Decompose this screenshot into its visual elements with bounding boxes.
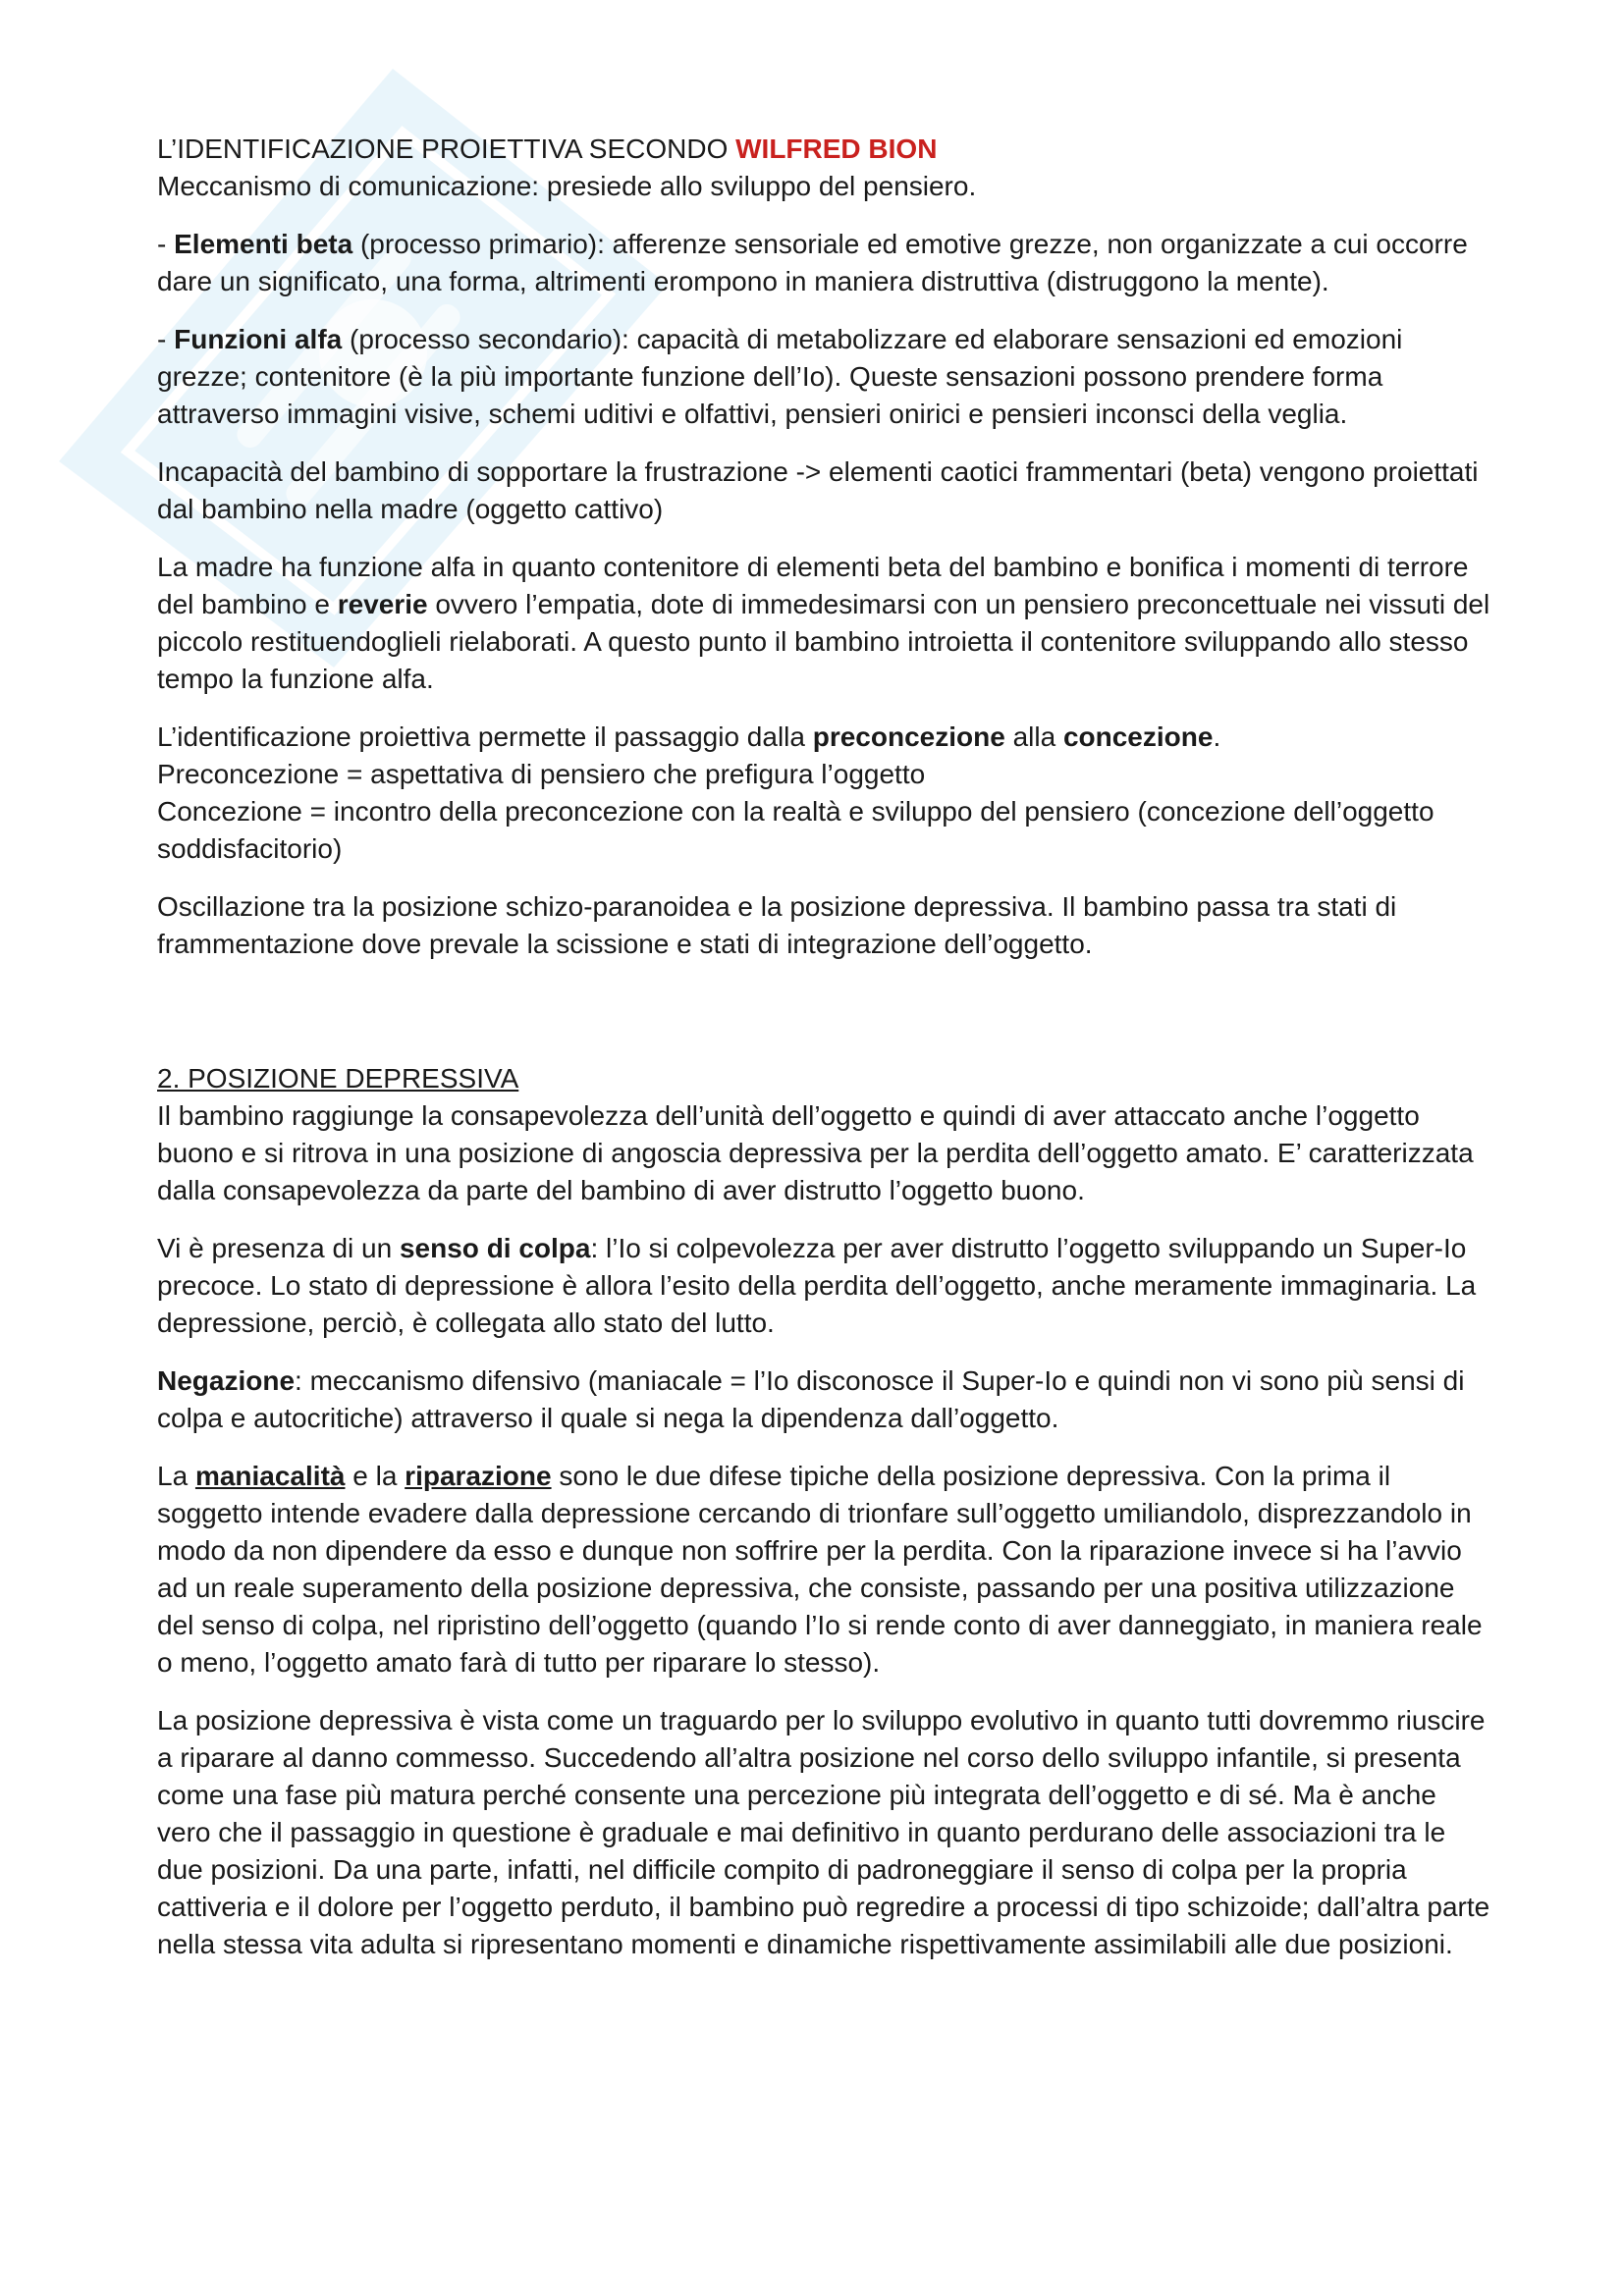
paragraph-madre: La madre ha funzione alfa in quanto contenitore di elementi beta del bambino e bonifica i momenti di terrore del bambino e reverie ovvero l’empatia, dote di immedesimarsi con un pensiero preconcettuale nei vissuti del piccolo restituendoglieli rielaborati. A questo punto il bambino introietta il contenitore sviluppando allo stesso tempo la funzione alfa.: [157, 552, 1490, 694]
paragraph-funzioni-alfa: - Funzioni alfa (processo secondario): capacità di metabolizzare ed elaborare sensazioni ed emozioni grezze; contenitore (è la più importante funzione dell’Io). Queste sensazioni possono prendere forma attraverso immagini visive, schemi uditivi e olfattivi, pensieri onirici e pensieri inconsci della veglia.: [157, 324, 1403, 429]
section-spacer: [157, 984, 1492, 1060]
paragraph-preconcezione: L’identificazione proiettiva permette il passaggio dalla preconcezione alla concezione. Preconcezione = aspettativa di pensiero che prefigura l’oggetto Concezione = incontro della preconcezione con la realtà e sviluppo del pensiero (concezione dell’oggetto soddisfacitorio): [157, 721, 1434, 864]
term-maniacalita: maniacalità: [194, 1461, 346, 1491]
section1-title: L’IDENTIFICAZIONE PROIETTIVA SECONDO WILFRED BION: [157, 133, 938, 164]
term-senso-di-colpa: senso di colpa: [399, 1233, 591, 1263]
term-elementi-beta: Elementi beta: [174, 229, 353, 259]
document-body: [157, 131, 1492, 1984]
author-name: WILFRED BION: [735, 133, 938, 164]
paragraph-elementi-beta: - Elementi beta (processo primario): afferenze sensoriale ed emotive grezze, non organizzate a cui occorre dare un significato, una forma, altrimenti erompono in maniera distruttiva (distruggono la mente).: [157, 229, 1468, 296]
paragraph-consapevolezza: Il bambino raggiunge la consapevolezza dell’unità dell’oggetto e quindi di aver attaccato anche l’oggetto buono e si ritrova in una posizione di angoscia depressiva per la perdita dell’oggetto amato. E’ caratterizzata dalla consapevolezza da parte del bambino di aver distrutto l’oggetto buono.: [157, 1100, 1474, 1205]
paragraph-traguardo: La posizione depressiva è vista come un traguardo per lo sviluppo evolutivo in quanto tutti dovremmo riuscire a riparare al danno commesso. Succedendo all’altra posizione nel corso dello sviluppo infantile, si presenta come una fase più matura perché consente una percezione più integrata dell’oggetto e di sé. Ma è anche vero che il passaggio in questione è graduale e mai definitivo in quanto perdurano delle associazioni tra le due posizioni. Da una parte, infatti, nel difficile compito di padroneggiare il senso di colpa per la propria cattiveria e il dolore per l’oggetto perduto, il bambino può regredire a processi di tipo schizoide; dall’altra parte nella stessa vita adulta si ripresentano momenti e dinamiche rispettivamente assimilabili alle due posizioni.: [157, 1705, 1490, 1959]
term-funzioni-alfa: Funzioni alfa: [174, 324, 343, 354]
section2-heading: 2. POSIZIONE DEPRESSIVA: [157, 1063, 519, 1094]
term-negazione: Negazione: [157, 1365, 296, 1396]
term-preconcezione: preconcezione: [812, 721, 1005, 752]
paragraph-oscillazione: Oscillazione tra la posizione schizo-paranoidea e la posizione depressiva. Il bambino passa tra stati di frammentazione dove prevale la scissione e stati di integrazione dell’oggetto.: [157, 891, 1397, 959]
term-riparazione: riparazione: [405, 1461, 552, 1491]
paragraph-senso-di-colpa: Vi è presenza di un senso di colpa: l’Io si colpevolezza per aver distrutto l’oggetto sviluppando un Super-Io precoce. Lo stato di depressione è allora l’esito della perdita dell’oggetto, anche meramente immaginaria. La depressione, perciò, è collegata allo stato del lutto.: [157, 1233, 1477, 1338]
term-concezione: concezione: [1062, 721, 1214, 752]
paragraph-difese: La maniacalità e la riparazione sono le due difese tipiche della posizione depressiva. Con la prima il soggetto intende evadere dalla depressione cercando di trionfare sull’oggetto umiliandolo, disprezzandolo in modo da non dipendere da esso e dunque non soffrire per la perdita. Con la riparazione invece si ha l’avvio ad un reale superamento della posizione depressiva, che consiste, passando per una positiva utilizzazione del senso di colpa, nel ripristino dell’oggetto (quando l’Io si rende conto di aver danneggiato, in maniera reale o meno, l’oggetto amato farà di tutto per riparare lo stesso).: [157, 1461, 1483, 1678]
term-reverie: reverie: [337, 589, 428, 619]
paragraph-negazione: Negazione: meccanismo difensivo (maniacale = l’Io disconosce il Super-Io e quindi non vi sono più sensi di colpa e autocritiche) attraverso il quale si nega la dipendenza dall’oggetto.: [157, 1365, 1465, 1433]
section1-subtitle: Meccanismo di comunicazione: presiede allo sviluppo del pensiero.: [157, 171, 977, 201]
paragraph-incapacita: Incapacità del bambino di sopportare la frustrazione -> elementi caotici frammentari (beta) vengono proiettati dal bambino nella madre (oggetto cattivo): [157, 456, 1479, 524]
